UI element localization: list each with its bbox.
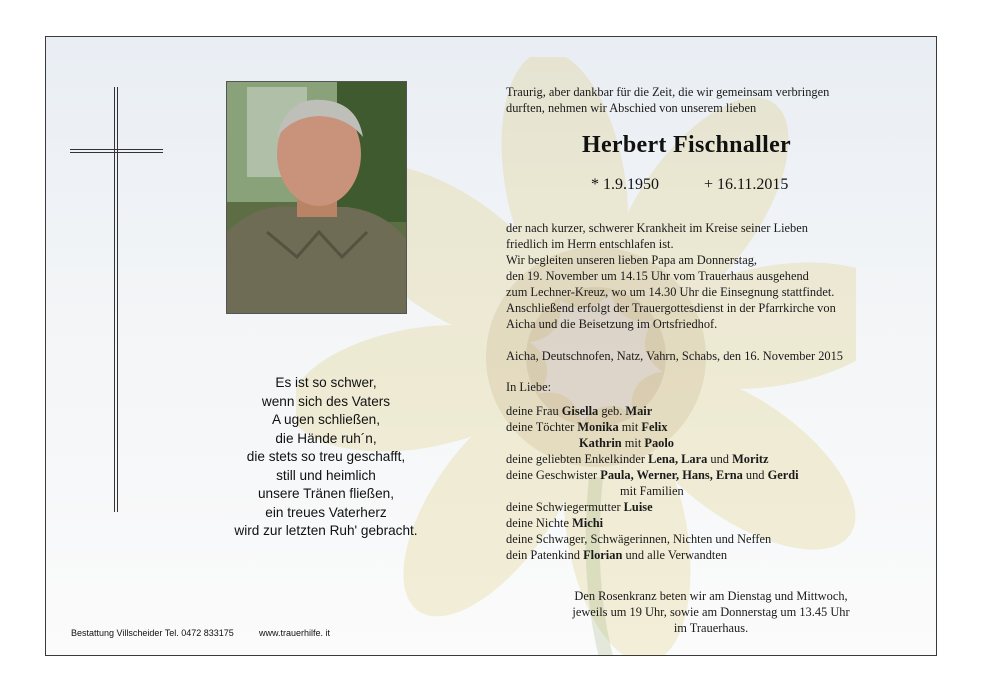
memorial-poem — [186, 374, 466, 541]
poem-line: die stets so treu geschafft, — [246, 449, 406, 464]
survivor-line: dein Patenkind Florian und alle Verwandten — [506, 548, 728, 562]
rosary-line: Den Rosenkranz beten wir am Dienstag und Mittwoch, — [574, 589, 848, 603]
poem-line: unsere Tränen fließen, — [257, 486, 395, 501]
announcement-text — [506, 220, 926, 332]
poem-line: Es ist so schwer, — [275, 375, 377, 390]
poem-line: wird zur letzten Ruh' gebracht. — [234, 523, 418, 538]
funeral-home-contact: Bestattung Villscheider Tel. 0472 833175 — [71, 628, 234, 638]
rosary-line: im Trauerhaus. — [673, 621, 749, 635]
intro-text — [506, 84, 906, 116]
survivor-line: deine geliebten Enkelkinder Lena, Lara und Moritz — [506, 452, 769, 466]
death-date: + 16.11.2015 — [704, 176, 789, 193]
place-date: Aicha, Deutschnofen, Natz, Vahrn, Schabs, den 16. November 2015 — [506, 349, 843, 363]
poem-line: die Hände ruh´n, — [275, 430, 377, 446]
survivor-line: deine Nichte Michi — [506, 516, 604, 530]
rosary-notice — [556, 588, 866, 636]
survivor-line: deine Geschwister Paula, Werner, Hans, Erna und Gerdi — [506, 468, 799, 482]
body-line: friedlich im Herrn entschlafen ist. — [506, 237, 674, 251]
body-line: zum Lechner-Kreuz, wo um 14.30 Uhr die Einsegnung stattfindet. — [506, 285, 835, 299]
survivor-line: deine Frau Gisella geb. Mair — [506, 404, 653, 418]
website-link[interactable]: www.trauerhilfe. it — [259, 628, 331, 638]
birth-date: * 1.9.1950 — [591, 176, 659, 193]
survivors-list — [506, 403, 926, 563]
intro-line: durften, nehmen wir Abschied von unserem lieben — [506, 101, 757, 115]
poem-line: wenn sich des Vaters — [261, 393, 391, 409]
survivor-line: deine Schwiegermutter Luise — [506, 500, 653, 514]
body-line: Wir begleiten unseren lieben Papa am Donnerstag, — [506, 253, 758, 267]
survivor-line: Kathrin mit Paolo — [579, 436, 675, 450]
poem-line: ein treues Vaterherz — [265, 504, 387, 520]
deceased-name: Herbert Fischnaller — [582, 132, 791, 158]
in-liebe-heading: In Liebe: — [506, 380, 552, 394]
rosary-line: jeweils um 19 Uhr, sowie am Donnerstag um 13.45 Uhr — [572, 605, 850, 619]
poem-line: A ugen schließen, — [271, 412, 381, 427]
survivor-line: deine Töchter Monika mit Felix — [506, 420, 668, 434]
body-line: Anschließend erfolgt der Trauergottesdienst in der Pfarrkirche von — [506, 301, 836, 315]
body-line: Aicha und die Beisetzung im Ortsfriedhof. — [506, 317, 718, 331]
intro-line: Traurig, aber dankbar für die Zeit, die wir gemeinsam verbringen — [506, 85, 830, 99]
body-line: der nach kurzer, schwerer Krankheit im Kreise seiner Lieben — [506, 221, 808, 235]
body-line: den 19. November um 14.15 Uhr vom Trauerhaus ausgehend — [506, 269, 809, 283]
obituary-card — [45, 36, 937, 656]
portrait-photo — [226, 81, 407, 314]
survivor-line: mit Familien — [620, 484, 684, 498]
poem-line: still und heimlich — [276, 467, 376, 483]
survivor-line: deine Schwager, Schwägerinnen, Nichten und Neffen — [506, 532, 772, 546]
